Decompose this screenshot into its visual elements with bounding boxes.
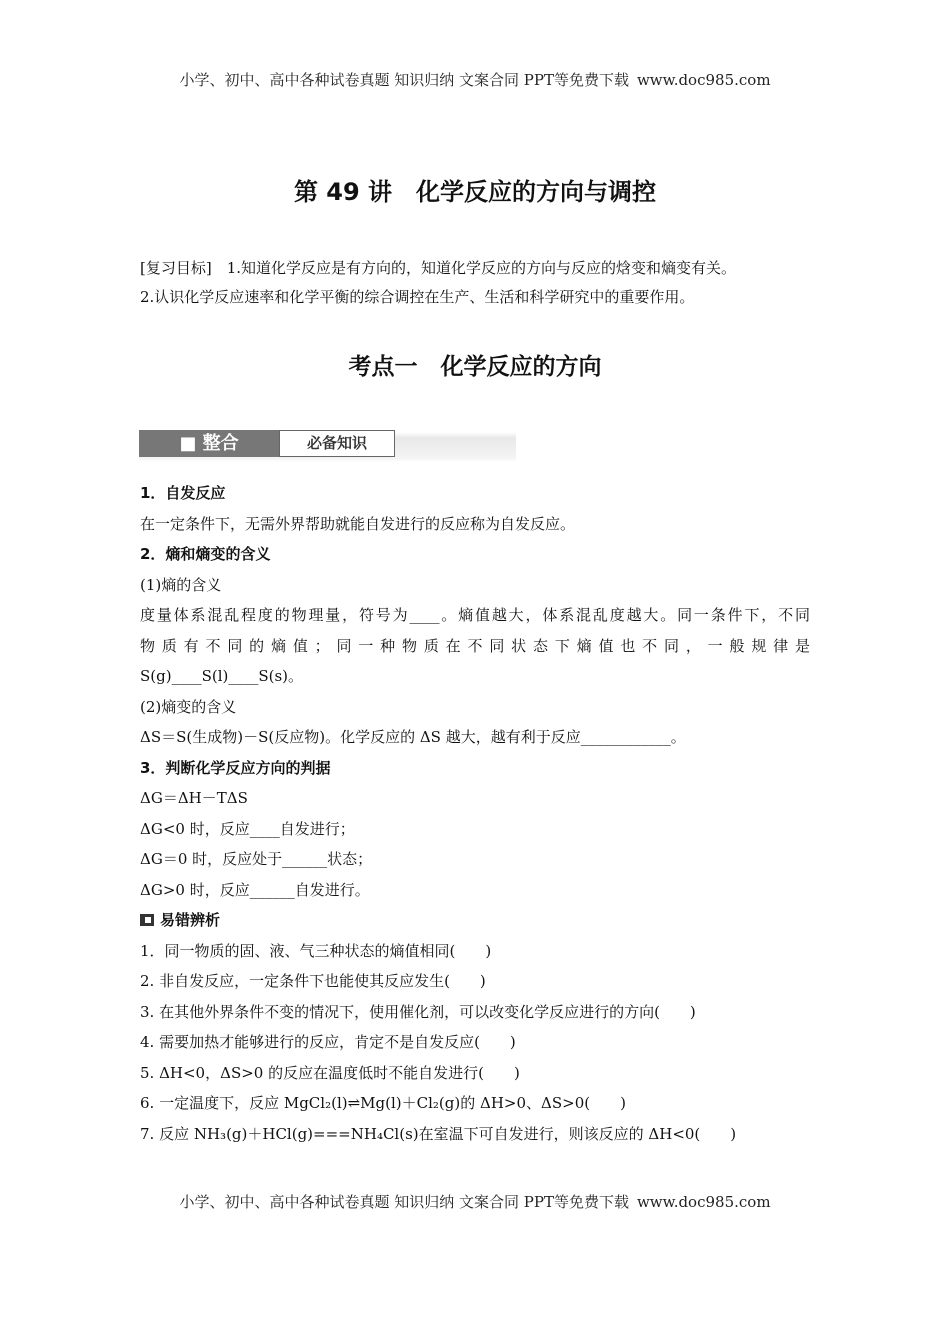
content-body: [140, 478, 810, 1149]
error-item: 3. 在其他外界条件不变的情况下，使用催化剂，可以改变化学反应进行的方向( ): [140, 1002, 696, 1021]
review-goals: [140, 254, 810, 312]
banner-left: ■ 整合: [139, 430, 279, 457]
error-item: 2. 非自发反应，一定条件下也能使其反应发生( ): [140, 972, 486, 990]
error-item: 7. 反应 NH₃(g)＋HCl(g)===NH₄Cl(s)在室温下可自发进行，则该反应的 ΔH<0( ): [140, 1124, 737, 1143]
footer-text: 小学、初中、高中各种试卷真题 知识归纳 文案合同 PPT等免费下载: [179, 1193, 629, 1211]
content-line: (2)熵变的含义: [140, 697, 237, 716]
content-line: ΔS＝S(生成物)－S(反应物)。化学反应的 ΔS 越大，越有利于反应____________。: [140, 728, 686, 746]
error-item: 1．同一物质的固、液、气三种状态的熵值相同( ): [140, 941, 492, 960]
error-item: 6. 一定温度下，反应 MgCl₂(l)⇌Mg(l)＋Cl₂(g)的 ΔH>0、ΔS>0( ): [140, 1094, 626, 1112]
content-line: 3．判断化学反应方向的判据: [140, 758, 331, 777]
error-item: 5. ΔH<0，ΔS>0 的反应在温度低时不能自发进行( ): [140, 1063, 520, 1082]
header-site: www.doc985.com: [636, 71, 771, 89]
errors-icon: [140, 914, 154, 926]
content-line: 2．熵和熵变的含义: [140, 545, 271, 563]
review-goal-1: 1.知道化学反应是有方向的，知道化学反应的方向与反应的焓变和熵变有关。: [226, 259, 737, 277]
review-label: [复习目标]: [140, 259, 212, 277]
content-line: (1)熵的含义: [140, 575, 222, 594]
content-line: ΔG<0 时，反应____自发进行；: [140, 819, 355, 838]
errors-title: 易错辨析: [160, 911, 221, 929]
page-header: [0, 69, 950, 90]
error-item: 4. 需要加热才能够进行的反应，肯定不是自发反应( ): [140, 1033, 516, 1051]
lecture-title: 第 49 讲 化学反应的方向与调控: [293, 178, 657, 206]
content-line: 物质有不同的熵值；同一种物质在不同状态下熵值也不同，一般规律是: [140, 636, 810, 655]
footer-site: www.doc985.com: [636, 1193, 771, 1211]
content-line: S(g)____S(l)____S(s)。: [140, 667, 304, 685]
section-banner: [139, 430, 516, 462]
content-line: 在一定条件下，无需外界帮助就能自发进行的反应称为自发反应。: [140, 514, 576, 533]
errors-heading: [140, 905, 810, 936]
review-goal-2: 2.认识化学反应速率和化学平衡的综合调控在生产、生活和科学研究中的重要作用。: [140, 288, 695, 306]
section-title: 考点一 化学反应的方向: [348, 354, 602, 380]
page-footer: [0, 1191, 950, 1212]
header-text: 小学、初中、高中各种试卷真题 知识归纳 文案合同 PPT等免费下载: [179, 71, 629, 89]
content-line: ΔG＝ΔH－TΔS: [140, 789, 248, 807]
content-line: 度量体系混乱程度的物理量，符号为____。熵值越大，体系混乱度越大。同一条件下，不同: [140, 606, 810, 624]
content-line: 1．自发反应: [140, 484, 226, 502]
content-line: ΔG＝0 时，反应处于______状态；: [140, 850, 373, 868]
content-line: ΔG>0 时，反应______自发进行。: [140, 880, 370, 899]
banner-right: 必备知识: [279, 430, 395, 457]
